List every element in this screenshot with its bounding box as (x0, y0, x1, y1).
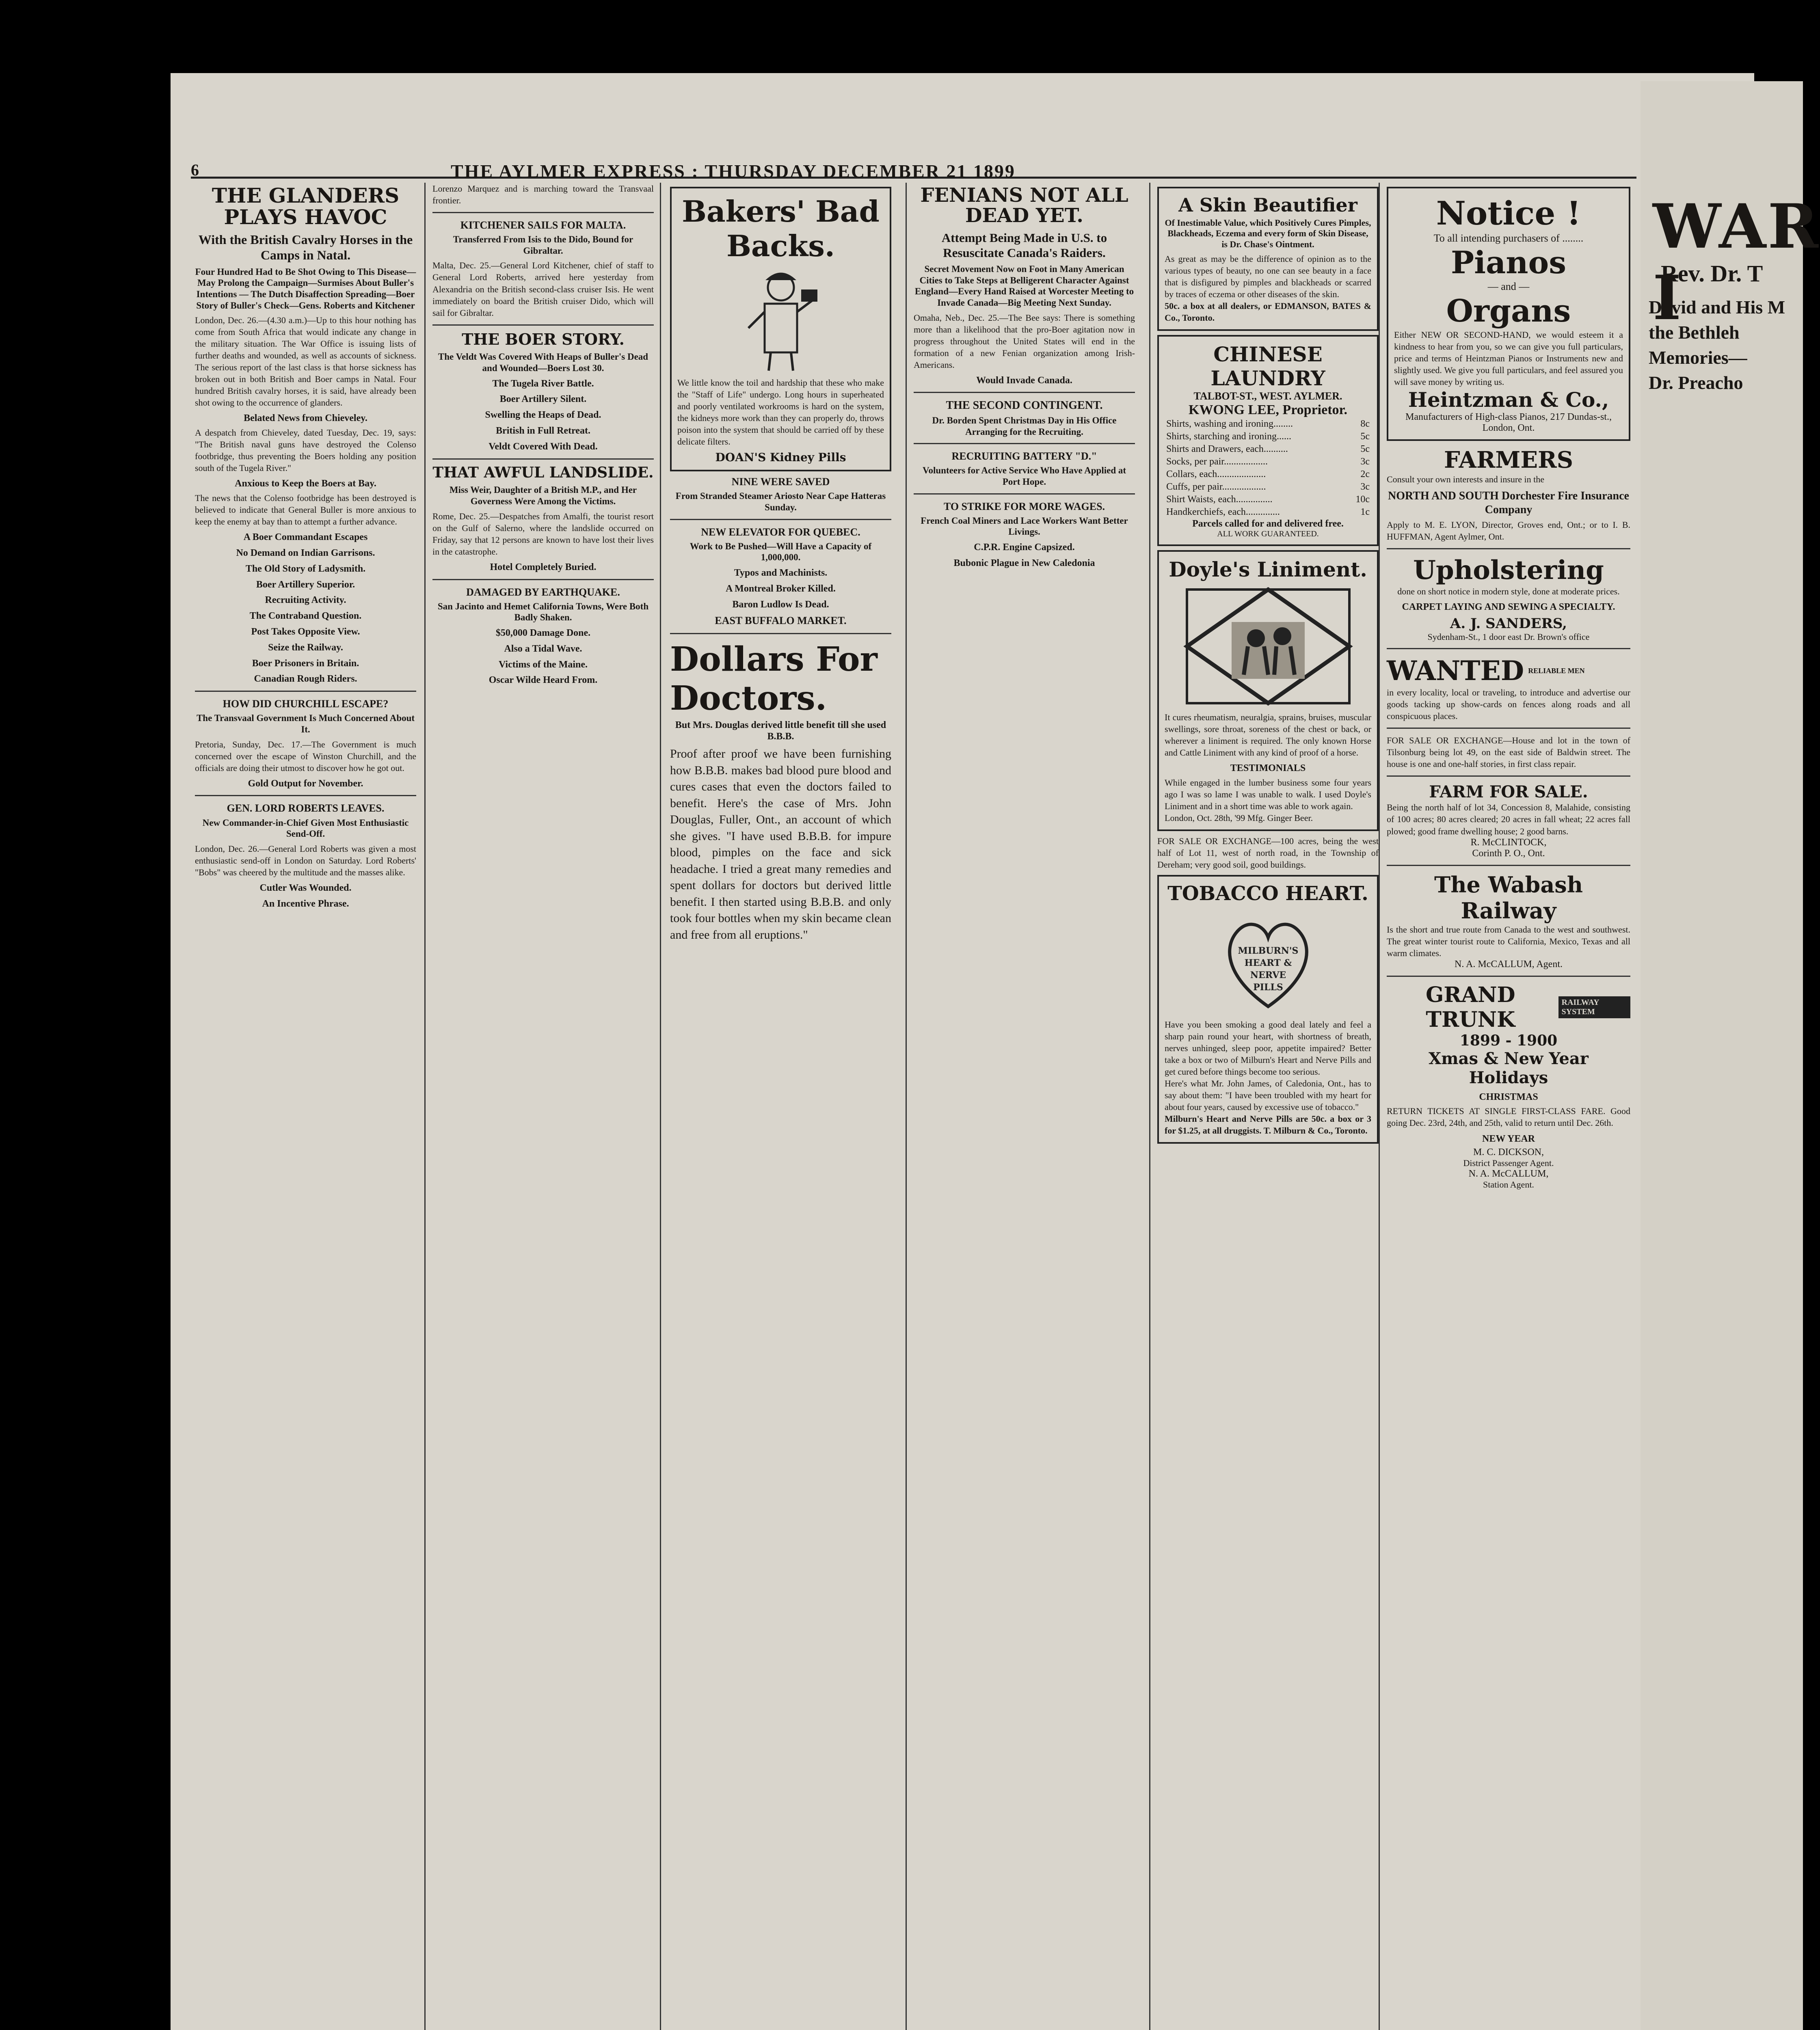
price-item: Shirts, washing and ironing........ (1166, 419, 1293, 430)
price-value: 1c (1360, 507, 1370, 518)
ad-signature: N. A. McCALLUM, (1468, 1168, 1549, 1179)
section-heading: No Demand on Indian Garrisons. (236, 548, 375, 559)
article-deck: Volunteers for Active Service Who Have Applied at Port Hope. (922, 465, 1126, 487)
price-value: 3c (1360, 456, 1370, 467)
article-deck: The Veldt Was Covered With Heaps of Buller's Dead and Wounded—Boers Lost 30. (438, 352, 648, 374)
column-rule (660, 183, 661, 2030)
ad-text: Proof after proof we have been furnishing how B.B.B. makes bad blood pure blood and cures cases that even the doctors failed to benefit. Here's the case of Mrs. John Douglas, Fuller, Ont., an account of which she gives. "I have used B.B.B. for impure blood, pimples on the face and sick headache. I tried a great many remedies and spent dollars for doctors but derived little benefit. I then started using B.B.B. and only took four bottles when my skin became clean and free from all eruptions." (670, 747, 891, 942)
ad-signature: R. McCLINTOCK, (1470, 837, 1547, 848)
ad-title: Notice ! (1436, 194, 1581, 232)
article-headline: THE BOER STORY. (462, 330, 625, 348)
section-heading: Recruiting Activity. (265, 595, 346, 606)
article-paragraph: Pretoria, Sunday, Dec. 17.—The Government is much concerned over the escape of Winston Churchill, and the officials are doing their utmost to discover how he got out. (195, 739, 416, 773)
section-heading: British in Full Retreat. (496, 425, 590, 436)
svg-text:PILLS: PILLS (1253, 982, 1283, 993)
article-headline: THAT AWFUL LANDSLIDE. (432, 464, 654, 481)
divider (432, 579, 654, 580)
divider (432, 458, 654, 460)
column-4 (914, 183, 1135, 2030)
ad-text: While engaged in the lumber business some four years ago I was so lame I was unable to walk. I used Doyle's Liniment and in a short time was able to work again. (1165, 777, 1371, 812)
article-headline: KITCHENER SAILS FOR MALTA. (460, 219, 626, 231)
ad-subtitle: RAILWAY SYSTEM (1558, 996, 1630, 1018)
ad-heading: Xmas & New Year Holidays (1429, 1049, 1589, 1087)
section-heading: Typos and Machinists. (734, 567, 828, 578)
price-row (1165, 493, 1371, 506)
article-deck: From Stranded Steamer Ariosto Near Cape Hatteras Sunday. (675, 491, 886, 512)
bbb-ad (670, 640, 891, 944)
article-deck: Attempt Being Made in U.S. to Resuscitate Canada's Raiders. (941, 230, 1107, 260)
ad-text: As great as may be the difference of opinion as to the various types of beauty, no one can see beauty in a face that is disfigured by pimples and blackheads or scarred by traces of eczema or other diseases of the skin. (1165, 254, 1371, 300)
article-deck: Dr. Borden Spent Christmas Day in His Office Arranging for the Recruiting. (932, 415, 1117, 437)
ad-footer: Parcels called for and delivered free. (1192, 518, 1344, 529)
price-row (1165, 430, 1371, 443)
ad-conjunction: — and — (1487, 281, 1530, 292)
article-paragraph: The news that the Colenso footbridge has been destroyed is believed to indicate that General Buller is more anxious to keep the enemy at bay than to attempt a further advance. (195, 493, 416, 527)
ad-price: Milburn's Heart and Nerve Pills are 50c. a box or 3 for $1.25, at all druggists. T. Milburn & Co., Toronto. (1165, 1113, 1371, 1136)
ad-signature: District Passenger Agent. (1463, 1158, 1554, 1168)
section-heading: An Incentive Phrase. (262, 898, 349, 909)
section-heading: Also a Tidal Wave. (504, 643, 582, 654)
divider (432, 212, 654, 213)
article-paragraph: A despatch from Chieveley, dated Tuesday, Dec. 19, says: "The British naval guns have destroyed the Colenso footbridge, thus preventing the Boers holding any position south of the Tugela River." (195, 428, 416, 473)
divider (670, 519, 891, 520)
article-headline: THE GLANDERS PLAYS HAVOC (212, 184, 400, 229)
divider (1387, 648, 1630, 649)
piano-ad (1387, 187, 1630, 441)
ad-text: in every locality, local or traveling, to introduce and advertise our goods tacking up show-cards on fences along roads and all conspicuous places. (1387, 687, 1630, 721)
ad-signature: M. C. DICKSON, (1473, 1147, 1544, 1158)
article-deck: The Transvaal Government Is Much Concerned About It. (196, 713, 415, 734)
article-deck: French Coal Miners and Lace Workers Want Better Livings. (921, 515, 1128, 537)
ad-text: We little know the toil and hardship that these who make the "Staff of Life" undergo. Long hours in superheated and poorly ventilated workrooms is hard on the system, the kidneys more work than they can properly do, throws poison into the system that should be carried off by these delicate filters. (677, 378, 884, 447)
liniment-illustration (1183, 585, 1353, 707)
price-item: Shirts and Drawers, each.......... (1166, 444, 1288, 455)
ad-deck: Of Inestimable Value, which Positively Cures Pimples, Blackheads, Eczema and every form of Skin Disease, is Dr. Chase's Ointment. (1165, 218, 1371, 249)
divider (914, 392, 1135, 393)
divider (432, 324, 654, 326)
ad-title: Dollars For Doctors. (670, 639, 878, 718)
ad-deck: But Mrs. Douglas derived little benefit till she used B.B.B. (675, 719, 886, 742)
divider (1387, 865, 1630, 866)
ad-title: GRAND TRUNK (1425, 982, 1515, 1032)
section-heading: Baron Ludlow Is Dead. (732, 599, 829, 610)
page-header (191, 160, 1636, 179)
ad-address: Sydenham-St., 1 door east Dr. Brown's office (1427, 632, 1590, 642)
ad-title: TOBACCO HEART. (1167, 882, 1368, 905)
ad-heading: TESTIMONIALS (1230, 763, 1306, 774)
section-heading: Bubonic Plague in New Caledonia (953, 557, 1095, 568)
article-headline: NINE WERE SAVED (731, 476, 830, 488)
section-heading: C.P.R. Engine Capsized. (974, 542, 1075, 553)
adjacent-page-line: Memories— (1649, 347, 1747, 368)
ad-product: Pianos (1451, 244, 1566, 281)
ad-subtitle: RELIABLE MEN (1528, 666, 1585, 675)
article-headline: RECRUITING BATTERY "D." (951, 450, 1097, 462)
article-deck: New Commander-in-Chief Given Most Enthusiastic Send-Off. (202, 817, 409, 839)
ad-text: Being the north half of lot 34, Concession 8, Malahide, consisting of 100 acres; 80 acres cleared; 20 acres in fall wheat; 22 acres fall plowed; good frame dwelling house; 2 good barns. (1387, 802, 1630, 836)
ad-heading: CARPET LAYING AND SEWING A SPECIALTY. (1402, 602, 1615, 613)
svg-text:NERVE: NERVE (1250, 970, 1286, 980)
section-heading: Swelling the Heaps of Dead. (485, 410, 601, 421)
article-headline: FENIANS NOT ALL DEAD YET. (920, 184, 1128, 227)
section-heading: $50,000 Damage Done. (495, 627, 591, 638)
ad-signature: Corinth P. O., Ont. (1472, 848, 1545, 859)
grand-trunk-logo (1387, 983, 1630, 1032)
ad-company: Heintzman & Co., (1408, 388, 1609, 412)
price-value: 8c (1360, 419, 1370, 430)
section-heading: Would Invade Canada. (976, 375, 1072, 386)
section-heading: The Tugela River Battle. (492, 378, 594, 389)
classified-ad: FOR SALE OR EXCHANGE—100 acres, being the west half of Lot 11, west of north road, in the Township of Dereham; very good soil, good buildings. (1157, 836, 1379, 870)
masthead: THE AYLMER EXPRESS : THURSDAY DECEMBER 21 1899 (451, 161, 1016, 181)
section-heading: Boer Artillery Silent. (499, 394, 587, 405)
tobacco-heart-ad (1157, 875, 1379, 1144)
section-heading: Post Takes Opposite View. (251, 626, 360, 637)
ad-years: 1899 - 1900 (1459, 1032, 1558, 1049)
ad-title: Bakers' Bad Backs. (682, 194, 880, 263)
adjacent-page-line: David and His M (1649, 297, 1785, 317)
article-headline: EAST BUFFALO MARKET. (715, 615, 847, 627)
column-6 (1387, 183, 1630, 2030)
price-item: Socks, per pair.................. (1166, 456, 1268, 467)
section-heading: Veldt Covered With Dead. (489, 441, 598, 452)
svg-text:HEART &: HEART & (1244, 957, 1292, 968)
price-row (1165, 456, 1371, 468)
column-3 (670, 183, 891, 2030)
section-heading: Oscar Wilde Heard From. (489, 675, 598, 686)
column-rule (906, 183, 907, 2030)
article-headline: TO STRIKE FOR MORE WAGES. (943, 500, 1105, 512)
section-heading: A Montreal Broker Killed. (726, 583, 836, 594)
divider (1387, 728, 1630, 729)
section-heading: Seize the Railway. (268, 642, 343, 653)
price-row (1165, 481, 1371, 493)
divider (914, 493, 1135, 495)
article-paragraph: London, Dec. 26.—(4.30 a.m.)—Up to this hour nothing has come from South Africa that would indicate any change in the military situation. The War Office is issuing lists of further deaths and wounded, as well as accounts of sickness. The serious report of the last class is that horse sickness has broken out in both British and Boer camps in Natal. Four hundred British cavalry horses, it is said, have already been shot owing to the occurrence of glanders. (195, 315, 416, 408)
divider (914, 443, 1135, 444)
ad-title: CHINESE LAUNDRY (1210, 342, 1325, 391)
section-heading: Anxious to Keep the Boers at Bay. (235, 478, 376, 489)
section-heading: Boer Prisoners in Britain. (252, 658, 359, 669)
ad-text: Is the short and true route from Canada to the west and southwest. The great winter tourist route to California, Mexico, Texas and all warm climates. (1387, 924, 1630, 958)
ad-text: It cures rheumatism, neuralgia, sprains, bruises, muscular swellings, sore throat, soreness of the chest or back, or wherever a liniment is required. The only known Horse and Cattle Liniment with any kind of proof of a horse. (1165, 712, 1371, 758)
wanted-ad (1387, 655, 1630, 687)
ad-owner: KWONG LEE, Proprietor. (1189, 402, 1347, 418)
ad-text: Either NEW OR SECOND-HAND, we would esteem it a kindness to hear from you, so we can give you full particulars, price and terms of Heintzman Pianos or Instruments new and slightly used. We give you full particulars, and feel assured you will save money by writing us. (1394, 330, 1623, 387)
column-rule (424, 183, 426, 2030)
ad-intro: To all intending purchasers of ........ (1433, 232, 1584, 244)
article-headline: HOW DID CHURCHILL ESCAPE? (223, 698, 389, 710)
column-5 (1157, 183, 1379, 2030)
price-value: 5c (1360, 431, 1370, 442)
article-headline: DAMAGED BY EARTHQUAKE. (466, 586, 620, 598)
ad-heading: NEW YEAR (1482, 1133, 1535, 1144)
divider (1387, 775, 1630, 777)
article-deck: San Jacinto and Hemet California Towns, Were Both Badly Shaken. (437, 601, 649, 623)
adjacent-page-line: the Bethleh (1649, 322, 1740, 343)
article-headline: THE SECOND CONTINGENT. (946, 399, 1103, 412)
ad-company: NORTH AND SOUTH Dorchester Fire Insurance Company (1388, 490, 1629, 516)
divider (195, 795, 416, 796)
section-heading: Canadian Rough Riders. (254, 674, 357, 685)
liniment-ad (1157, 550, 1379, 831)
skin-beautifier-ad (1157, 187, 1379, 331)
article-paragraph: Omaha, Neb., Dec. 25.—The Bee says: There is something more than a likelihood that the pro-Boer agitation now in progress throughout the United States will end in the formation of a new Fenian organization among Irish-Americans. (914, 312, 1135, 370)
ad-text: Consult your own interests and insure in the (1387, 474, 1545, 485)
ad-text: Apply to M. E. LYON, Director, Groves end, Ont.; or to I. B. HUFFMAN, Agent Aylmer, Ont. (1387, 520, 1630, 542)
ad-signature: N. A. McCALLUM, Agent. (1455, 959, 1563, 970)
ad-text: Here's what Mr. John James, of Caledonia, Ont., has to say about them: "I have been troubled with my heart for about four years, caused by excessive use of tobacco." (1165, 1078, 1371, 1112)
price-item: Cuffs, per pair.................. (1166, 482, 1266, 492)
ad-title: The Wabash Railway (1434, 871, 1583, 924)
ad-text: RETURN TICKETS AT SINGLE FIRST-CLASS FARE. Good going Dec. 23rd, 24th, and 25th, valid to return until Dec. 26th. (1387, 1106, 1630, 1128)
divider (670, 633, 891, 634)
article-paragraph: Malta, Dec. 25.—General Lord Kitchener, chief of staff to General Lord Roberts, arrived here yesterday from Alexandria on the British second-class cruiser Isis. He went immediately on board the British cruiser Dido, which will sail for Gibraltar. (432, 260, 654, 318)
bakers-ad (670, 187, 891, 471)
section-heading: Gold Output for November. (248, 778, 363, 789)
column-rule (1379, 183, 1380, 2030)
ad-text: Have you been smoking a good deal lately and feel a sharp pain round your heart, with shortness of breath, nerves unhinged, sleep poor, appetite impaired? Better take a box or two of Milburn's Heart and Nerve Pills and get cured before things become too serious. (1165, 1019, 1371, 1077)
article-deck: Miss Weir, Daughter of a British M.P., and Her Governess Were Among the Victims. (449, 485, 637, 507)
ad-signature: London, Oct. 28th, '99 Mfg. Ginger Beer. (1165, 813, 1313, 823)
ad-price: 50c. a box at all dealers, or EDMANSON, BATES & Co., Toronto. (1165, 301, 1371, 323)
adjacent-page-line: Dr. Preacho (1649, 372, 1743, 393)
ad-text: done on short notice in modern style, done at moderate prices. (1397, 586, 1620, 597)
ad-product: Organs (1446, 293, 1571, 329)
svg-text:MILBURN'S: MILBURN'S (1238, 945, 1298, 956)
price-value: 3c (1360, 482, 1370, 492)
section-heading: Hotel Completely Buried. (490, 561, 597, 572)
laundry-ad (1157, 335, 1379, 546)
article-paragraph: Lorenzo Marquez and is marching toward the Transvaal frontier. (432, 184, 654, 206)
article-deck: Work to Be Pushed—Will Have a Capacity of 1,000,000. (690, 541, 872, 563)
article-paragraph: London, Dec. 26.—General Lord Roberts was given a most enthusiastic send-off in London on Saturday. Lord Roberts' "Bobs" was cheered by the multitude and the masses alike. (195, 843, 416, 877)
price-row (1165, 468, 1371, 481)
ad-title: WANTED (1387, 655, 1524, 687)
price-row (1165, 443, 1371, 456)
price-value: 5c (1360, 444, 1370, 455)
price-row (1165, 418, 1371, 430)
article-subdeck: Four Hundred Had to Be Shot Owing to This Disease—May Prolong the Campaign—Surmises About Buller's Intentions — The Dutch Disaffection Spreading—Boer Story of Buller's Check—Gens. Roberts and Kitchener (195, 266, 416, 311)
ad-title: Doyle's Liniment. (1169, 557, 1367, 582)
baker-illustration (740, 267, 821, 373)
price-item: Shirts, starching and ironing...... (1166, 431, 1291, 442)
article-deck: Transferred From Isis to the Dido, Bound for Gibraltar. (453, 234, 633, 256)
ad-title: Upholstering (1413, 555, 1604, 586)
price-item: Handkerchiefs, each.............. (1166, 507, 1280, 518)
column-2 (432, 183, 654, 2030)
section-heading: A Boer Commandant Escapes (243, 532, 368, 543)
classified-ad: FOR SALE OR EXCHANGE—House and lot in the town of Tilsonburg being lot 49, on the east side of Baldwin street. The house is one and one-half stories, in first class repair. (1387, 735, 1630, 769)
pill-heart-icon (1219, 909, 1317, 1015)
section-heading: Victims of the Maine. (498, 659, 588, 670)
section-heading: Boer Artillery Superior. (256, 579, 355, 590)
price-table (1165, 418, 1371, 518)
section-heading: The Old Story of Ladysmith. (245, 563, 366, 574)
divider (1387, 976, 1630, 977)
article-deck: With the British Cavalry Horses in the Camps in Natal. (198, 232, 413, 263)
ad-title: FARMERS (1444, 447, 1574, 474)
price-item: Shirt Waists, each............... (1166, 494, 1273, 505)
price-row (1165, 506, 1371, 518)
ad-name: A. J. SANDERS, (1450, 615, 1567, 632)
price-item: Collars, each.................... (1166, 469, 1266, 480)
page-number: 6 (191, 161, 199, 179)
section-heading: The Contraband Question. (249, 611, 362, 622)
divider (195, 691, 416, 692)
ad-address: TALBOT-ST., WEST. AYLMER. (1193, 390, 1342, 402)
ad-heading: CHRISTMAS (1479, 1091, 1538, 1102)
ad-footer: ALL WORK GUARANTEED. (1217, 529, 1319, 539)
article-subdeck: Secret Movement Now on Foot in Many American Cities to Take Steps at Belligerent Character Against England—Every Hand Raised at Worcester Meeting to Invade Canada—Big Meeting Next Sunday. (914, 264, 1134, 308)
adjacent-page-headline: WAR I (1653, 191, 1820, 334)
column-1 (195, 183, 416, 2030)
section-heading: Belated News from Chieveley. (244, 413, 367, 424)
ad-title: A Skin Beautifier (1178, 194, 1357, 216)
ad-address: Manufacturers of High-class Pianos, 217 Dundas-st., London, Ont. (1405, 412, 1612, 434)
adjacent-page-subhead: Rev. Dr. T (1661, 260, 1763, 287)
price-value: 2c (1360, 469, 1370, 480)
article-headline: GEN. LORD ROBERTS LEAVES. (227, 802, 385, 814)
article-headline: NEW ELEVATOR FOR QUEBEC. (701, 526, 860, 538)
ad-signature: Station Agent. (1483, 1179, 1534, 1190)
article-paragraph: Rome, Dec. 25.—Despatches from Amalfi, the tourist resort on the Gulf of Salerno, where the landslide occurred on Friday, say that 12 persons are known to have lost their lives in the catastrophe. (432, 511, 654, 557)
price-value: 10c (1355, 494, 1370, 505)
column-rule (1149, 183, 1150, 2030)
ad-product: DOAN'S Kidney Pills (715, 451, 846, 464)
section-heading: Cutler Was Wounded. (259, 882, 352, 893)
divider (1387, 548, 1630, 549)
ad-title: FARM FOR SALE. (1429, 782, 1588, 802)
